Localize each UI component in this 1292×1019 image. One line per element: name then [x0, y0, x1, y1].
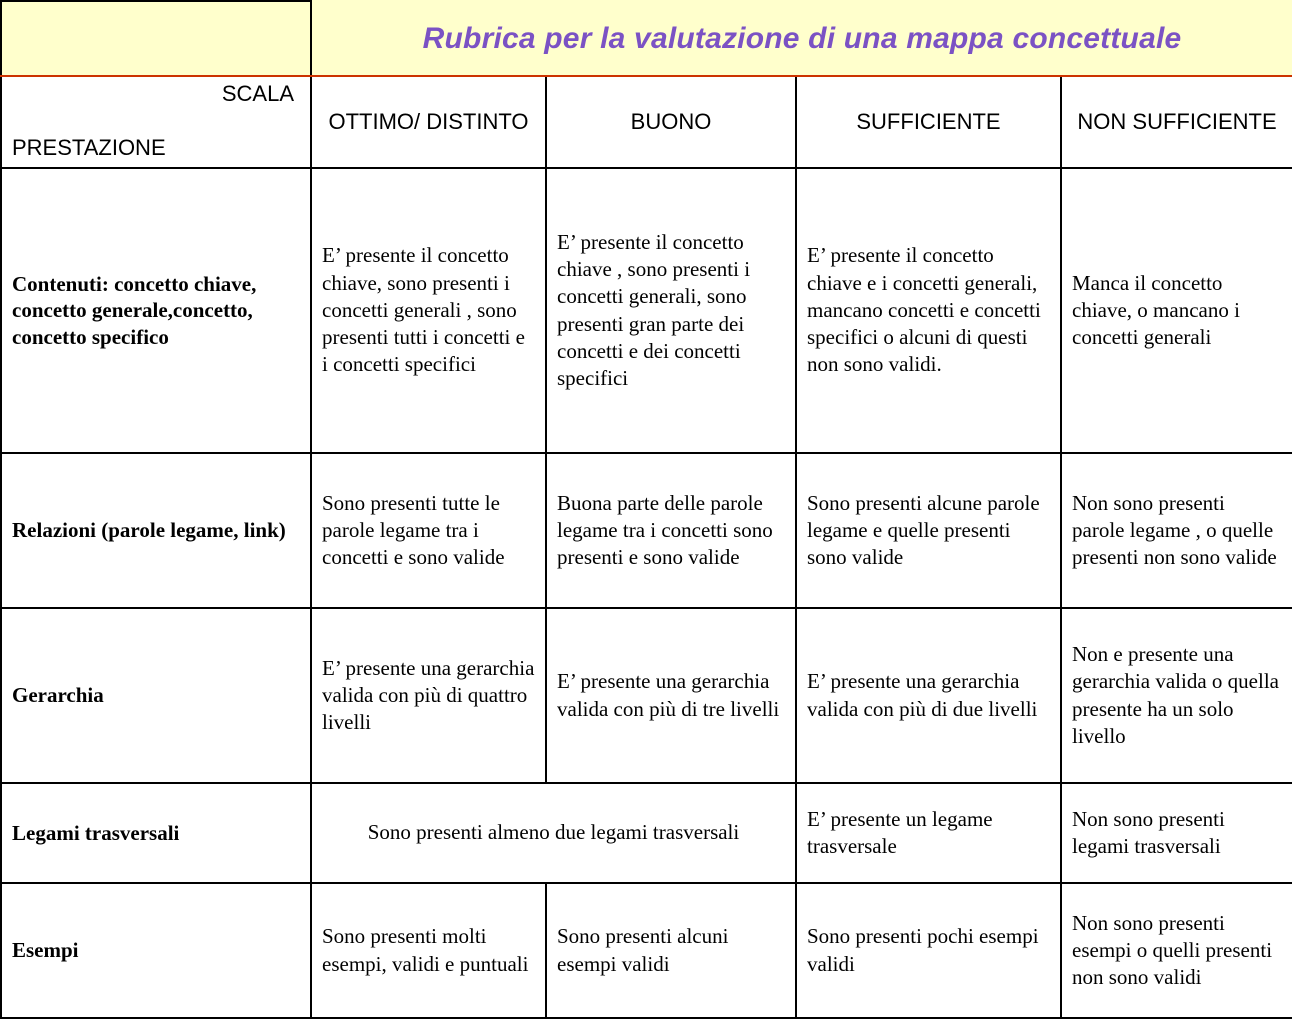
cell-contenuti-non-sufficiente: Manca il concetto chiave, o mancano i concetti generali — [1061, 168, 1292, 453]
column-header-ottimo: OTTIMO/ DISTINTO — [311, 76, 546, 168]
cell-esempi-non-sufficiente: Non sono presenti esempi o quelli presenti non sono validi — [1061, 883, 1292, 1018]
row-label-gerarchia: Gerarchia — [1, 608, 311, 783]
table-row — [1, 883, 1292, 1018]
page-title: Rubrica per la valutazione di una mappa concettuale — [422, 21, 1182, 55]
table-row — [1, 168, 1292, 453]
cell-legami-non-sufficiente: Non sono presenti legami trasversali — [1061, 783, 1292, 883]
cell-contenuti-sufficiente: E’ presente il concetto chiave e i concetti generali, mancano concetti e concetti specifici o alcuni di questi non sono validi. — [796, 168, 1061, 453]
cell-esempi-sufficiente: Sono presenti pochi esempi validi — [796, 883, 1061, 1018]
cell-relazioni-ottimo: Sono presenti tutte le parole legame tra i concetti e sono valide — [311, 453, 546, 608]
performance-axis-label: PRESTAZIONE — [12, 135, 166, 160]
cell-relazioni-sufficiente: Sono presenti alcune parole legame e quelle presenti sono valide — [796, 453, 1061, 608]
cell-legami-ottimo-buono: Sono presenti almeno due legami trasversali — [311, 783, 796, 883]
cell-legami-sufficiente: E’ presente un legame trasversale — [796, 783, 1061, 883]
cell-relazioni-buono: Buona parte delle parole legame tra i concetti sono presenti e sono valide — [546, 453, 796, 608]
cell-relazioni-non-sufficiente: Non sono presenti parole legame , o quelle presenti non sono valide — [1061, 453, 1292, 608]
cell-gerarchia-ottimo: E’ presente una gerarchia valida con più di quattro livelli — [311, 608, 546, 783]
column-header-buono: BUONO — [546, 76, 796, 168]
cell-gerarchia-non-sufficiente: Non e presente una gerarchia valida o quella presente ha un solo livello — [1061, 608, 1292, 783]
row-label-legami-trasversali: Legami trasversali — [1, 783, 311, 883]
scale-axis-label: SCALA — [221, 81, 294, 106]
cell-esempi-buono: Sono presenti alcuni esempi validi — [546, 883, 796, 1018]
table-row — [1, 453, 1292, 608]
cell-contenuti-buono: E’ presente il concetto chiave , sono presenti i concetti generali, sono presenti gran parte dei concetti e dei concetti specifici — [546, 168, 796, 453]
document-title-cell — [311, 1, 1292, 76]
header-row — [1, 76, 1292, 168]
cell-gerarchia-sufficiente: E’ presente una gerarchia valida con più di due livelli — [796, 608, 1061, 783]
cell-contenuti-ottimo: E’ presente il concetto chiave, sono presenti i concetti generali , sono presenti tutti i concetti e i concetti specifici — [311, 168, 546, 453]
table-row — [1, 608, 1292, 783]
row-label-esempi: Esempi — [1, 883, 311, 1018]
column-header-non-sufficiente: NON SUFFICIENTE — [1061, 76, 1292, 168]
row-label-contenuti: Contenuti: concetto chiave, concetto generale,concetto, concetto specifico — [1, 168, 311, 453]
title-corner-cell — [1, 1, 311, 76]
cell-esempi-ottimo: Sono presenti molti esempi, validi e puntuali — [311, 883, 546, 1018]
column-header-sufficiente: SUFFICIENTE — [796, 76, 1061, 168]
table-row — [1, 783, 1292, 883]
row-label-relazioni: Relazioni (parole legame, link) — [1, 453, 311, 608]
cell-gerarchia-buono: E’ presente una gerarchia valida con più di tre livelli — [546, 608, 796, 783]
title-row — [1, 1, 1292, 76]
axis-header-cell — [1, 76, 311, 168]
